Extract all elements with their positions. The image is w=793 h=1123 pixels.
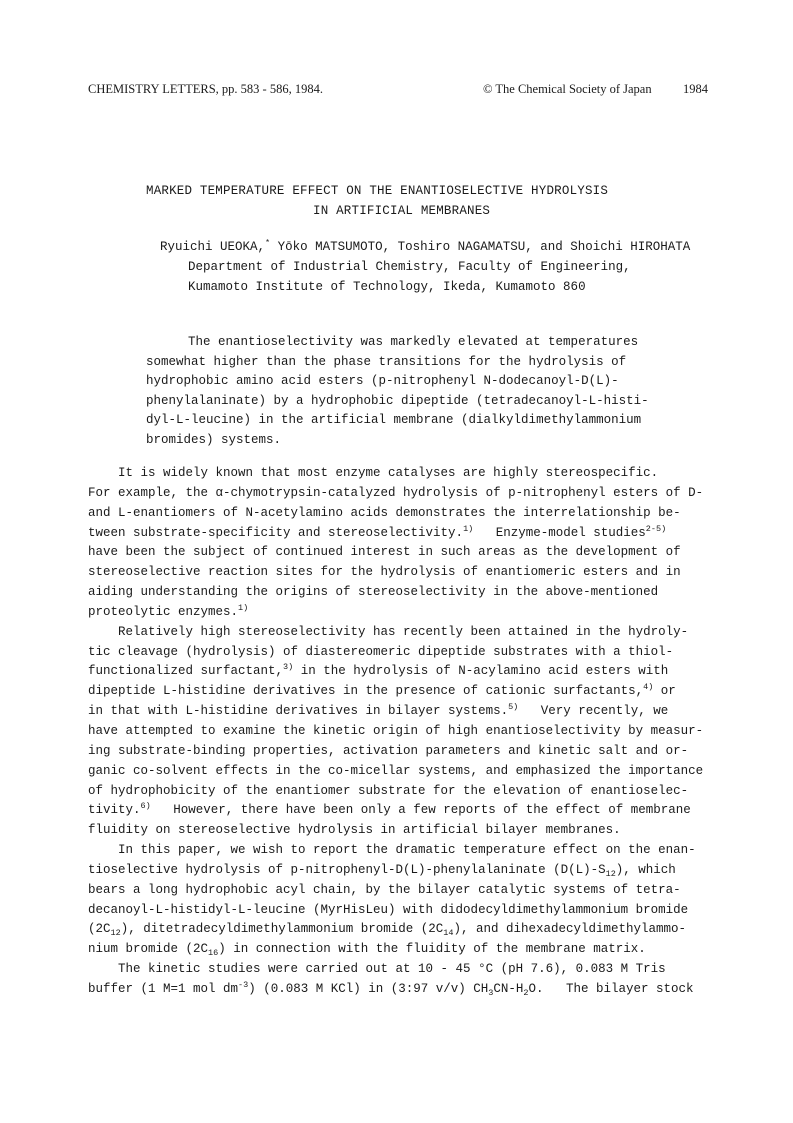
abstract-line: somewhat higher than the phase transitions for the hydrolysis of [146, 354, 627, 369]
body-line: It is widely known that most enzyme catalyses are highly stereospecific. [88, 466, 659, 480]
affiliation-line-1: Department of Industrial Chemistry, Faculty of Engineering, [188, 260, 631, 274]
abstract-line: hydrophobic amino acid esters (p-nitrophenyl N-dodecanoyl-D(L)- [146, 374, 619, 389]
body-text [88, 464, 716, 1000]
reference-mark: 1) [238, 602, 249, 613]
body-line: of hydrophobicity of the enantiomer substrate for the elevation of enantioselec- [88, 783, 689, 798]
reference-mark: 4) [643, 682, 654, 693]
body-line: and L-enantiomers of N-acetylamino acids demonstrates the interrelationship be- [88, 505, 681, 520]
journal-citation: CHEMISTRY LETTERS, pp. 583 - 586, 1984. [88, 82, 323, 96]
body-line: bears a long hydrophobic acyl chain, by the bilayer catalytic systems of tetra- [88, 882, 681, 897]
abstract-line: dyl-L-leucine) in the artificial membrane (dialkyldimethylammonium [146, 413, 642, 428]
body-line: $(2C_{12})$, ditetradecyldimethylammonium bromide $(2C_{14})$, and dihexadecyldimethylammo- [88, 922, 687, 939]
body-line: functionalized surfactant,$^{3)}$ in the hydrolysis of N-acylamino acid esters with [88, 662, 669, 679]
body-line: tween substrate-specificity and stereoselectivity.$^{1)}$ Enzyme-model studies$^{2-5)}$ [88, 523, 667, 540]
body-line: buffer (1 M=1 mol $dm^{-3}$) (0.083 M KCl) in (3:97 v/v) $CH_3CN-H_2O$. The bilayer stock [88, 979, 694, 998]
body-line: aiding understanding the origins of stereoselectivity in the above-mentioned [88, 585, 659, 600]
copyright-notice: © The Chemical Society of Japan [483, 82, 652, 96]
body-line: dipeptide L-histidine derivatives in the presence of cationic surfactants,$^{4)}$ or [88, 682, 676, 699]
header-year: 1984 [683, 82, 708, 96]
body-line: tioselective hydrolysis of p-nitrophenyl-D(L)-phenylalaninate $(D(L)-S_{12})$, which [88, 862, 676, 879]
reference-mark: 5) [508, 702, 519, 713]
abstract-line: The enantioselectivity was markedly elevated at temperatures [188, 335, 639, 349]
body-line: For example, the α-chymotrypsin-catalyzed hydrolysis of p-nitrophenyl esters of D- [88, 485, 704, 500]
author-ueoka: Ryuichi UEOKA, [160, 240, 266, 254]
body-line: nium bromide $(2C_{16})$ in connection with the fluidity of the membrane matrix. [88, 942, 646, 959]
reference-mark: 1) [463, 523, 474, 534]
body-line: proteolytic enzymes.$^{1)}$ [88, 602, 249, 619]
reference-mark: 3) [283, 662, 294, 673]
body-line: fluidity on stereoselective hydrolysis in artificial bilayer membranes. [88, 823, 621, 838]
affiliation-line-2: Kumamoto Institute of Technology, Ikeda, Kumamoto 860 [188, 280, 586, 294]
body-line: Relatively high stereoselectivity has recently been attained in the hydroly- [88, 624, 689, 639]
body-line: tic cleavage (hydrolysis) of diastereomeric dipeptide substrates with a thiol- [88, 644, 674, 659]
body-line: have attempted to examine the kinetic origin of high enantioselectivity by measur- [88, 723, 704, 738]
corresponding-author-mark: * [265, 238, 271, 248]
body-line: The kinetic studies were carried out at 10 - 45 °C (pH 7.6), 0.083 M Tris [88, 962, 666, 977]
body-line: decanoyl-L-histidyl-L-leucine (MyrHisLeu) with didodecyldimethylammonium bromide [88, 902, 689, 917]
paper-title-line-2: IN ARTIFICIAL MEMBRANES [313, 204, 491, 218]
running-header [88, 82, 708, 98]
author-list [160, 239, 690, 255]
body-line: in that with L-histidine derivatives in bilayer systems.$^{5)}$ Very recently, we [88, 702, 669, 719]
body-line: tivity.$^{6)}$ However, there have been only a few reports of the effect of membrane [88, 801, 691, 818]
body-line: ganic co-solvent effects in the co-micellar systems, and emphasized the importance [88, 763, 704, 778]
author-others: Yōko MATSUMOTO, Toshiro NAGAMATSU, and Shoichi HIROHATA [277, 240, 691, 254]
abstract [146, 333, 666, 451]
reference-mark: 2-5) [645, 523, 667, 534]
abstract-line: phenylalaninate) by a hydrophobic dipeptide (tetradecanoyl-L-histi- [146, 393, 649, 408]
body-line: stereoselective reaction sites for the hydrolysis of enantiomeric esters and in [88, 565, 681, 580]
reference-mark: 6) [140, 801, 151, 812]
body-line: In this paper, we wish to report the dramatic temperature effect on the enan- [88, 843, 696, 858]
body-line: have been the subject of continued interest in such areas as the development of [88, 545, 681, 560]
paper-title-line-1: MARKED TEMPERATURE EFFECT ON THE ENANTIOSELECTIVE HYDROLYSIS [146, 184, 609, 198]
abstract-line: bromides) systems. [146, 432, 282, 447]
body-line: ing substrate-binding properties, activation parameters and kinetic salt and or- [88, 743, 689, 758]
